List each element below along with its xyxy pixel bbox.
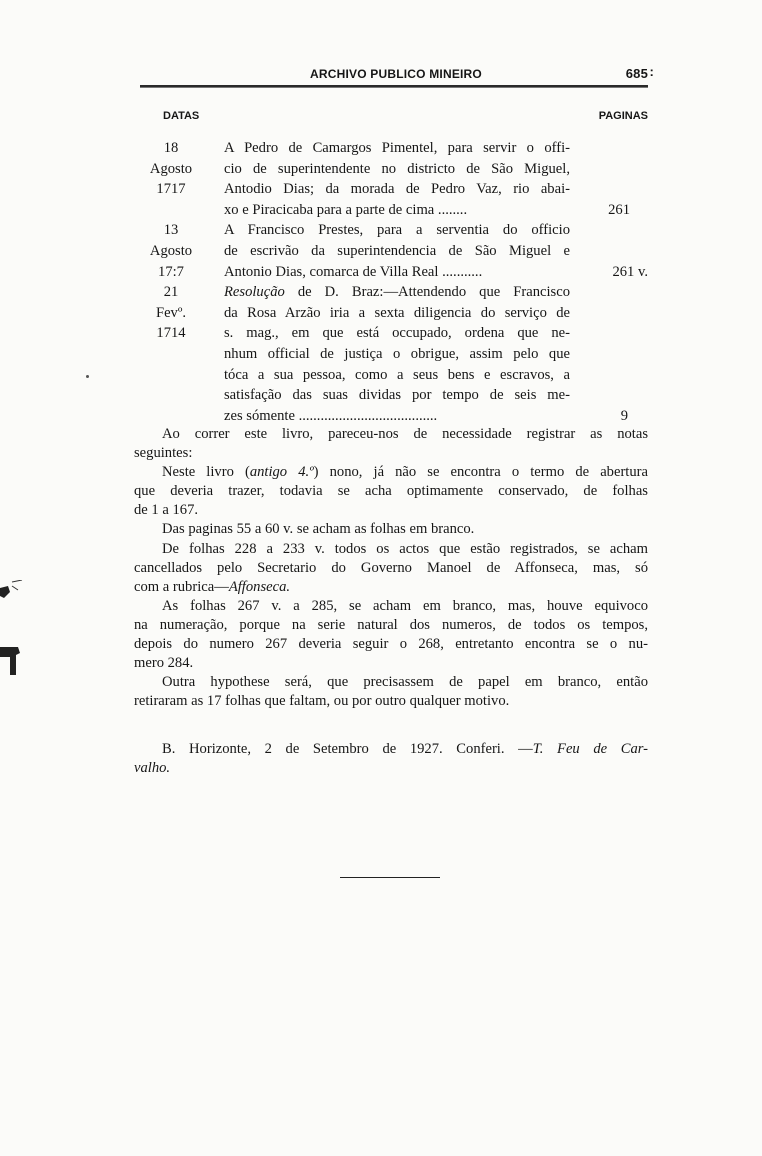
ledger-line: [140, 406, 652, 427]
ledger-line: [140, 344, 652, 365]
ledger-line: [140, 303, 652, 324]
entry-text-line: de escrivão da superintendencia de São Miguel e: [224, 242, 570, 259]
entry-text-line: xo e Piracicaba para a parte de cima ........: [224, 201, 468, 218]
entry-text-line: A Pedro de Camargos Pimentel, para servir o offi-: [224, 140, 570, 156]
entry-page-ref: 261 v.: [612, 263, 648, 280]
entry-text-line: da Rosa Arzão iria a sexta diligencia do serviço de: [224, 304, 570, 321]
header-rule: [140, 85, 648, 88]
entry-text-line: cio de superintendente no districto de São Miguel,: [224, 160, 570, 177]
note-line: Das paginas 55 a 60 v. se acham as folhas em branco.: [162, 521, 475, 538]
signoff-signature: T. Feu de Car-: [532, 741, 648, 757]
signoff: [134, 740, 648, 778]
note-line: de 1 a 167.: [134, 502, 199, 519]
entry-text-rest: de D. Braz:—Attendendo que Francisco: [284, 284, 570, 301]
stray-mark: [86, 375, 89, 378]
entry-date-day: 18: [163, 140, 179, 156]
ledger-line: [140, 138, 652, 159]
entry-date-day: 13: [163, 222, 179, 239]
running-head: [140, 64, 652, 84]
entry-text-line: tóca a sua pessoa, como a seus bens e escravos, a: [224, 366, 570, 383]
ledger-line: [140, 323, 652, 344]
note-line: As folhas 267 v. a 285, se acham em branco, mas, houve equivoco: [162, 597, 648, 614]
note-line: na numeração, porque na serie natural dos numeros, de todos os tempos,: [134, 616, 648, 633]
entry-date-day: 21: [163, 284, 179, 301]
ledger-line: [140, 159, 652, 180]
note-line: depois do numero 267 deveria seguir o 268, entretanto encontra se o nu-: [134, 636, 648, 653]
entry-date-month: Agosto: [149, 242, 193, 259]
ledger-line: [140, 179, 652, 200]
folio-mark: :: [649, 64, 654, 79]
running-title: ARCHIVO PUBLICO MINEIRO: [310, 67, 482, 81]
dates-heading: DATAS: [163, 110, 200, 122]
ledger-line: [140, 200, 652, 221]
ledger-line: [140, 241, 652, 262]
note-italic: antigo 4.º: [249, 464, 314, 481]
note-text: ) nono, já não se encontra o termo de abertura: [313, 464, 648, 481]
entry-page-ref: 261: [608, 201, 630, 218]
entry-text-line: Antodio Dias; da morada de Pedro Vaz, rio abai-: [224, 181, 570, 198]
entry-text-line: nhum official de justiça o obrigue, assim pelo que: [224, 345, 570, 362]
entry-text-line: Antonio Dias, comarca de Villa Real ...........: [224, 263, 483, 280]
ledger-line: [140, 262, 652, 283]
signoff-text: B. Horizonte, 2 de Setembro de 1927. Conferi. —: [162, 741, 533, 757]
note-line: seguintes:: [134, 445, 193, 462]
note-line: que deveria trazer, todavia se acha optimamente conservado, de folhas: [134, 483, 648, 500]
entry-date-month: Agosto: [149, 160, 193, 177]
entry-date-year: 17:7: [158, 263, 184, 280]
ledger-entries: [140, 138, 652, 426]
note-line: De folhas 228 a 233 v. todos os actos que estão registrados, se acham: [162, 540, 648, 557]
column-headings: [158, 110, 648, 126]
margin-tab-icon: [0, 645, 30, 675]
ledger-line: [140, 365, 652, 386]
note-text: com a rubrica—: [134, 578, 229, 595]
entry-text-line: zes sómente ......................................: [224, 407, 438, 424]
note-line: retiraram as 17 folhas que faltam, ou por outro qualquer motivo.: [134, 693, 510, 710]
note-line: [134, 463, 648, 482]
entry-text-line: A Francisco Prestes, para a serventia do officio: [224, 222, 570, 239]
ledger-line: [140, 282, 652, 303]
entry-date-month: Fevº.: [155, 304, 187, 321]
entry-text-line: s. mag., em que está occupado, ordena que ne-: [224, 325, 570, 342]
entry-date-year: 1717: [156, 181, 186, 198]
page-number: 685: [625, 66, 648, 81]
pages-heading: PAGINAS: [598, 110, 648, 122]
note-line: [134, 578, 648, 597]
editorial-notes: [134, 425, 648, 711]
note-line: Outra hypothese será, que precisassem de papel em branco, então: [162, 674, 648, 691]
note-italic: Affonseca.: [228, 578, 291, 595]
ledger-line: [140, 220, 652, 241]
margin-tab-icon: [0, 580, 30, 610]
note-line: Ao correr este livro, pareceu-nos de necessidade registrar as notas: [162, 426, 648, 442]
signoff-line: [134, 759, 648, 778]
signoff-signature-end: valho.: [134, 760, 171, 777]
end-rule: [340, 877, 440, 878]
ledger-line: [140, 385, 652, 406]
entry-text-line: satisfação das suas dividas por tempo de seis me-: [224, 387, 570, 404]
entry-date-year: 1714: [156, 325, 186, 342]
note-text: Neste livro (: [162, 464, 250, 481]
entry-page-ref: 9: [620, 407, 628, 424]
note-line: cancellados pelo Secretario do Governo Manoel de Affonseca, mas, só: [134, 559, 648, 576]
signoff-line: [134, 740, 648, 759]
entry-text-line: [224, 282, 570, 303]
note-line: mero 284.: [134, 655, 194, 672]
resolution-label: Resolução: [224, 284, 285, 301]
